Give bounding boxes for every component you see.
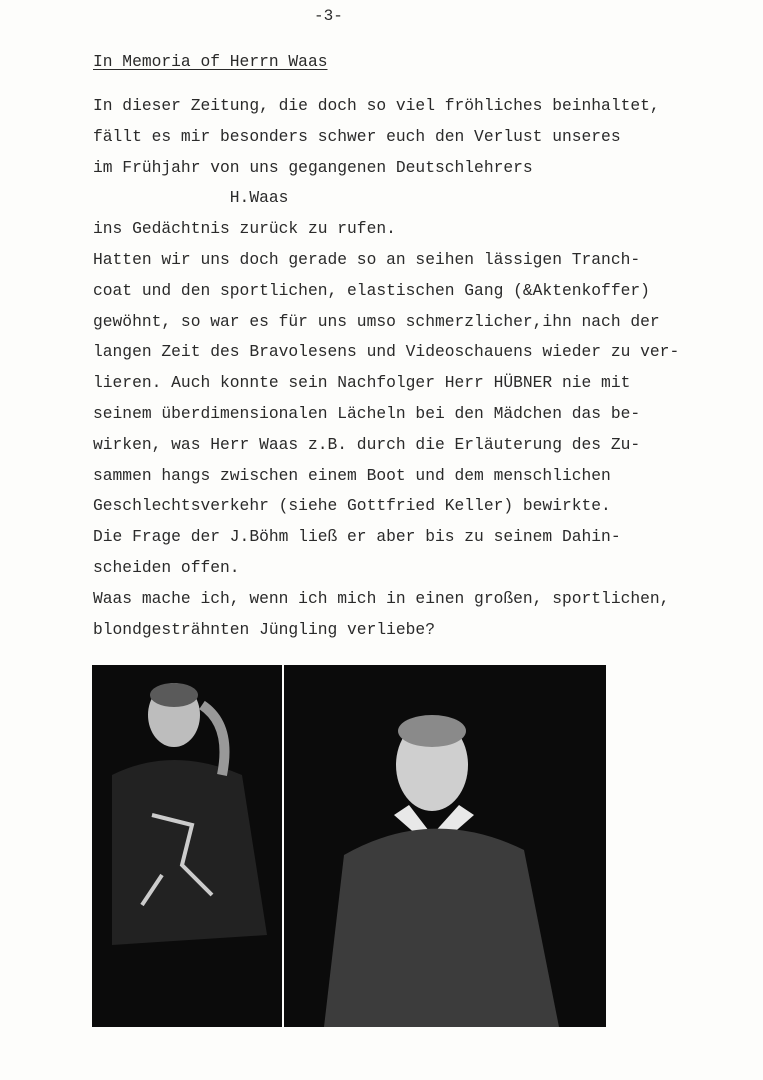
text-line: Hatten wir uns doch gerade so an seihen lässigen Tranch- xyxy=(93,249,641,269)
text-line: blondgesträhnten Jüngling verliebe? xyxy=(93,619,435,639)
text-line: Waas mache ich, wenn ich mich in einen großen, sportlichen, xyxy=(93,588,670,608)
text-line: langen Zeit des Bravolesens und Videoschauens wieder zu ver- xyxy=(93,342,680,362)
text-line: coat und den sportlichen, elastischen Gang (&Aktenkoffer) xyxy=(93,280,650,300)
text-line: gewöhnt, so war es für uns umso schmerzlicher,ihn nach der xyxy=(93,311,660,331)
article-body xyxy=(93,91,679,645)
page-number: -3- xyxy=(314,7,343,25)
text-line: H.Waas xyxy=(93,188,289,208)
text-line: In dieser Zeitung, die doch so viel fröhliches beinhaltet, xyxy=(93,96,660,115)
text-line: lieren. Auch konnte sein Nachfolger Herr HÜBNER nie mit xyxy=(93,373,631,393)
text-line: fällt es mir besonders schwer euch den Verlust unseres xyxy=(93,126,621,146)
article-title: In Memoria of Herrn Waas xyxy=(93,52,328,71)
text-line: im Frühjahr von uns gegangenen Deutschlehrers xyxy=(93,157,533,177)
photo-right xyxy=(284,665,606,1027)
text-line: seinem überdimensionalen Lächeln bei den Mädchen das be- xyxy=(93,403,641,423)
text-line: wirken, was Herr Waas z.B. durch die Erläuterung des Zu- xyxy=(93,434,641,454)
text-line: ins Gedächtnis zurück zu rufen. xyxy=(93,219,396,239)
text-line: Geschlechtsverkehr (siehe Gottfried Keller) bewirkte. xyxy=(93,496,611,516)
text-line: Die Frage der J.Böhm ließ er aber bis zu seinem Dahin- xyxy=(93,527,621,547)
text-line: sammen hangs zwischen einem Boot und dem menschlichen xyxy=(93,465,611,485)
text-line: scheiden offen. xyxy=(93,557,240,577)
photo-left xyxy=(92,665,282,1027)
